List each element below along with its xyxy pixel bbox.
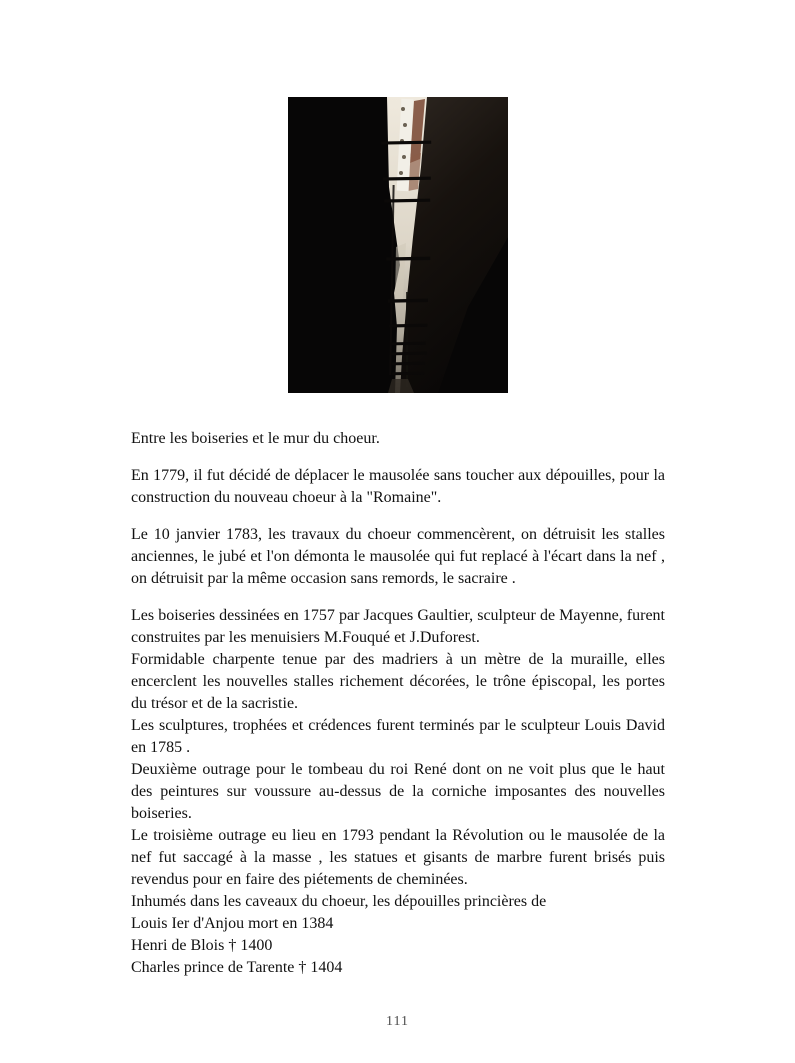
body-paragraph: Louis Ier d'Anjou mort en 1384: [131, 915, 334, 932]
body-paragraph: Le 10 janvier 1783, les travaux du choeur commencèrent, on détruisit les stalles anciennes, le jubé et l'on démonta le mausolée qui fut replacé à l'écart dans la nef , on détruisit par la même occasion sans remords, le sacraire .: [131, 526, 665, 587]
body-paragraph: En 1779, il fut décidé de déplacer le mausolée sans toucher aux dépouilles, pour la construction du nouveau choeur à la "Romaine".: [131, 467, 665, 506]
body-paragraph: Le troisième outrage eu lieu en 1793 pendant la Révolution ou le mausolée de la nef fut saccagé à la masse , les statues et gisants de marbre furent brisés puis revendus pour en faire des piétements de cheminées.: [131, 827, 665, 888]
photo-image: [288, 97, 508, 393]
text-column: [131, 428, 665, 979]
photo-gap-between-paneling-and-wall: [288, 97, 508, 393]
body-paragraph: Formidable charpente tenue par des madriers à un mètre de la muraille, elles encerclent les nouvelles stalles richement décorées, le trône épiscopal, les portes du trésor et de la sacristie.: [131, 651, 665, 712]
body-paragraph: Henri de Blois † 1400: [131, 937, 273, 954]
photo-caption: Entre les boiseries et le mur du choeur.: [131, 430, 380, 447]
page-number: 111: [386, 1014, 409, 1029]
body-paragraph: Charles prince de Tarente † 1404: [131, 959, 343, 976]
body-paragraph: Inhumés dans les caveaux du choeur, les dépouilles princières de: [131, 893, 547, 910]
body-paragraph: Deuxième outrage pour le tombeau du roi René dont on ne voit plus que le haut des peintures sur voussure au-dessus de la corniche imposantes des nouvelles boiseries.: [131, 761, 665, 822]
body-paragraph: Les sculptures, trophées et crédences furent terminés par le sculpteur Louis David en 1785 .: [131, 717, 665, 756]
body-paragraph: Les boiseries dessinées en 1757 par Jacques Gaultier, sculpteur de Mayenne, furent construites par les menuisiers M.Fouqué et J.Duforest.: [131, 607, 665, 646]
